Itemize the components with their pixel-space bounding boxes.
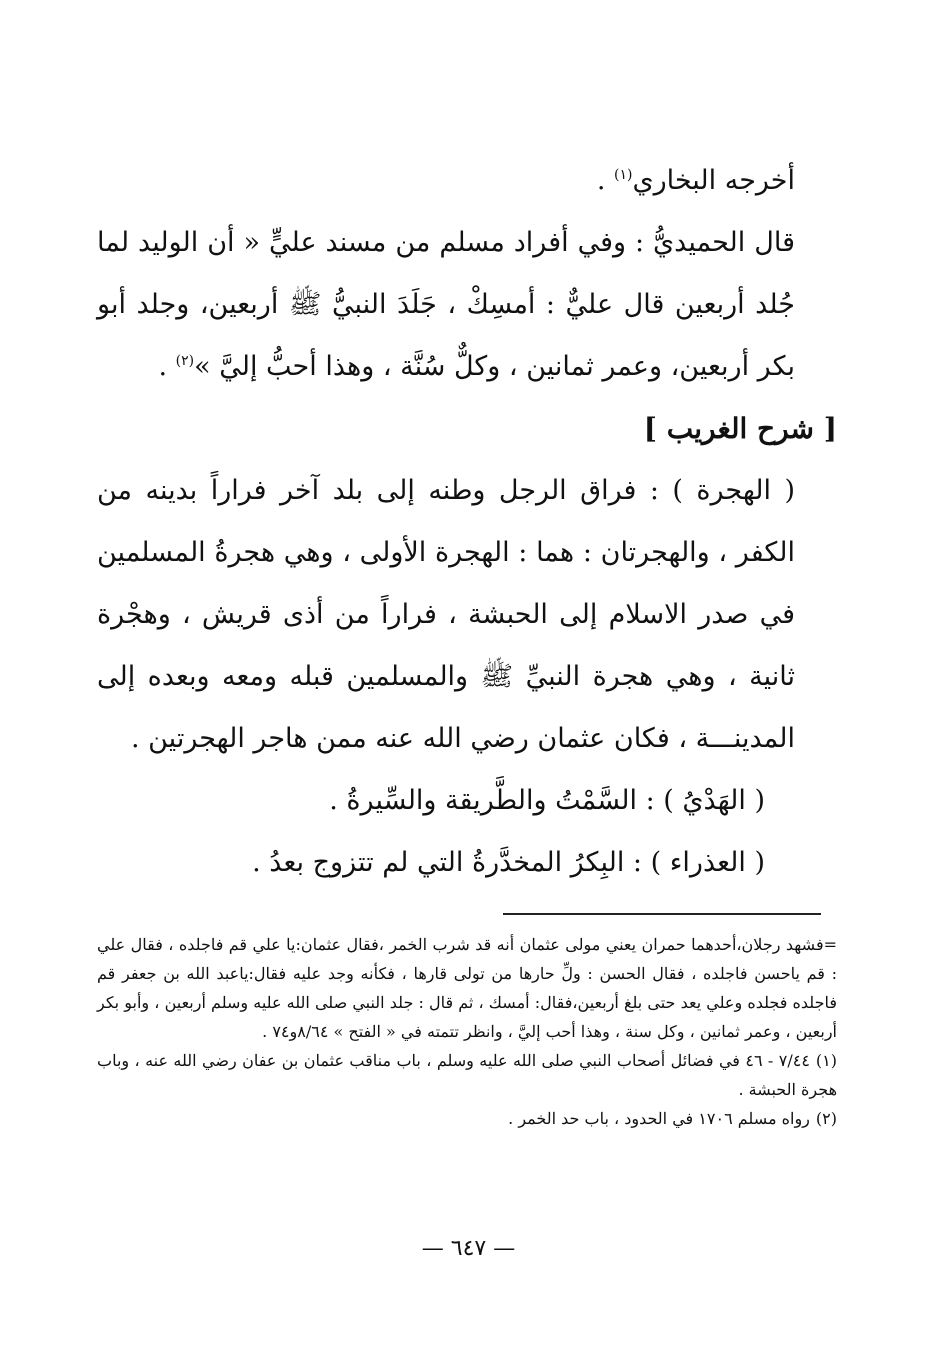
- footnote-ref-2: (٢): [175, 353, 195, 369]
- footnote-1-text: ٧/٤٤ - ٤٦ في فضائل أصحاب النبي صلى الله عليه وسلم ، باب مناقب عثمان بن عفان رضي الله عنه ، وباب هجرة الحبشة .: [97, 1051, 837, 1099]
- footnote-2: [97, 1104, 837, 1133]
- paragraph-hijra: ( الهجرة ) : فراق الرجل وطنه إلى بلد آخر فراراً بدينه من الكفر ، والهجرتان : هما : الهجرة الأولى ، وهي هجرةُ المسلمين في صدر الاسلام إلى الحبشة ، فراراً من أذى قريش ، وهجْرة ثانية ، وهي هجرة النبيِّ ﷺ والمسلمين قبله ومعه وبعده إلى المدينـــة ، فكان عثمان رضي الله عنه ممن هاجر الهجرتين .: [97, 475, 795, 754]
- main-text: [97, 150, 837, 894]
- text-line-1: أخرجه البخاري$^{(١)}$ .: [596, 165, 795, 196]
- section-title: [ شرح الغريب ]: [643, 412, 837, 445]
- paragraph-adhra: ( العذراء ) : البِكرُ المخدَّرةُ التي لم تتزوج بعدُ .: [252, 847, 765, 878]
- footnote-2-text: رواه مسلم ١٧٠٦ في الحدود ، باب حد الخمر .: [508, 1109, 810, 1128]
- footnote-2-number: (٢): [815, 1109, 837, 1128]
- footnote-ref-1: (١): [613, 167, 633, 183]
- footnote-continuation: =فشهد رجلان،أحدهما حمران يعني مولى عثمان أنه قد شرب الخمر ،فقال عثمان:يا علي قم فاجلده ، فقال علي : قم ياحسن فاجلده ، فقال الحسن : ولِّ حارها من تولى قارها ، فكأنه وجد عليه فقال:ياعبد الله بن جعفر قم فاجلده فجلده وعلي يعد حتى بلغ أربعين،فقال: أمسك ، ثم قال : جلد النبي صلى الله عليه وسلم أربعين ، وأبو بكر أربعين ، وعمر ثمانين ، وكل سنة ، وهذا أحب إليَّ ، وانظر تتمته في « الفتح » ٨/٦٤و٧٤ .: [97, 935, 837, 1041]
- footnote-1: [97, 1046, 837, 1104]
- page-number: — ٦٤٧ —: [421, 1236, 516, 1261]
- footnote-1-number: (١): [815, 1051, 838, 1070]
- paragraph-hady: ( الهَدْيُ ) : السَّمْتُ والطَّريقة والسِّيرةُ .: [329, 785, 765, 816]
- paragraph-hadith-text: قال الحميديُّ : وفي أفراد مسلم من مسند عليٍّ « أن الوليد لما جُلد أربعين قال عليٌّ : أمسِكْ ، جَلَدَ النبيُّ ﷺ أربعين، وجلد أبو بكر أربعين، وعمر ثمانين ، وكلٌّ سُنَّة ، وهذا أحبُّ إليَّ »: [97, 227, 795, 382]
- footnote-separator: [503, 913, 821, 915]
- footnotes: [97, 930, 837, 1133]
- line-1-text: أخرجه البخاري: [632, 165, 795, 196]
- paragraph-hadith: قال الحميديُّ : وفي أفراد مسلم من مسند عليٍّ « أن الوليد لما جُلد أربعين قال عليٌّ : أمسِكْ ، جَلَدَ النبيُّ ﷺ أربعين، وجلد أبو بكر أربعين، وعمر ثمانين ، وكلٌّ سُنَّة ، وهذا أحبُّ إليَّ »$^{(٢)}$ .: [97, 227, 795, 382]
